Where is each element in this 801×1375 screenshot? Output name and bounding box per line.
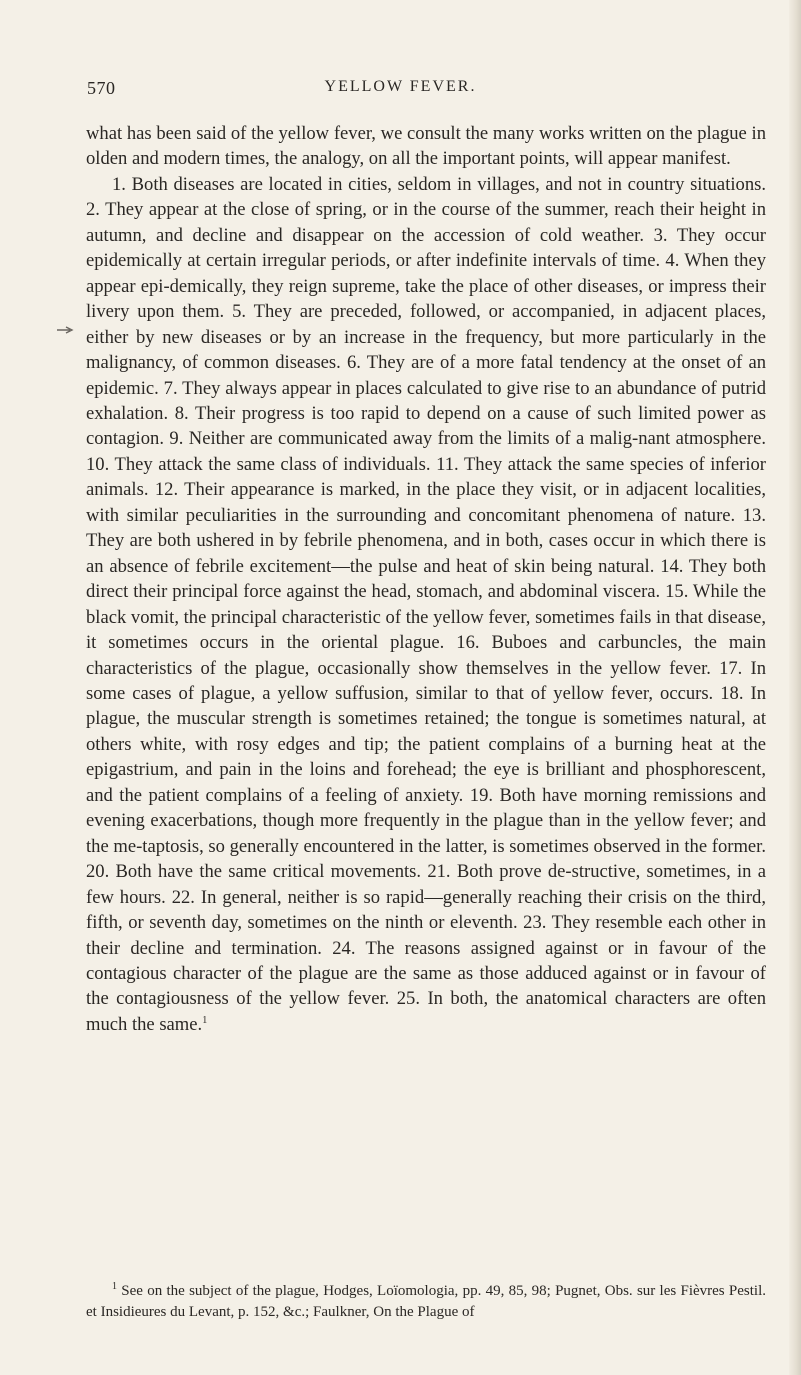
footnote-text: See on the subject of the plague, Hodges, Loïomologia, pp. 49, 85, 98; Pugnet, Obs. sur les Fièvres Pestil. et Insidieures du Levant, p. 152, &c.; Faulkner, On the Plague of: [86, 1283, 767, 1320]
points-text: 1. Both diseases are located in cities, seldom in villages, and not in country situations. 2. They appear at the close of spring, or in the course of the summer, reach their height in autumn, and decline and disappear on the accession of cold weather. 3. They occur epidemically at certain irregular periods, or after indefinite intervals of time. 4. When they appear epi-demically, they reign supreme, take the place of other diseases, or impress their livery upon them. 5. They are preceded, followed, or accompanied, in adjacent places, either by new diseases or by an increase in the frequency, but more particularly in the malignancy, of common diseases. 6. They are of a more fatal tendency at the onset of an epidemic. 7. They always appear in places calculated to give rise to an abundance of putrid exhalation. 8. Their progress is too rapid to depend on a cause of such limited power as contagion. 9. Neither are communicated away from the limits of a malig-nant atmosphere. 10. They attack the same class of individuals. 11. They attack the same species of inferior animals. 12. Their appearance is marked, in the place they visit, or in adjacent localities, with similar peculiarities in the surrounding and concomitant phenomena of nature. 13. They are both ushered in by febrile phenomena, and in both, cases occur in which there is an absence of febrile excitement—the pulse and heat of skin being natural. 14. They both direct their principal force against the head, stomach, and abdominal viscera. 15. While the black vomit, the principal characteristic of the yellow fever, sometimes fails in that disease, it sometimes occurs in the oriental plague. 16. Buboes and carbuncles, the main characteristics of the plague, occasionally show themselves in the yellow fever. 17. In some cases of plague, a yellow suffusion, similar to that of yellow fever, occurs. 18. In plague, the muscular strength is sometimes retained; the tongue is sometimes natural, at others white, with rosy edges and tip; the patient complains of a burning heat at the epigastrium, and pain in the loins and forehead; the eye is brilliant and phosphorescent, and the patient complains of a feeling of anxiety. 19. Both have morning remissions and evening exacerbations, though more frequently in the plague than in the yellow fever; and the me-taptosis, so generally encountered in the latter, is sometimes observed in the former. 20. Both have the same critical movements. 21. Both prove de-structive, sometimes, in a few hours. 22. In general, neither is so rapid—generally reaching their crisis on the third, fifth, or seventh day, sometimes on the ninth or eleventh. 23. They resemble each other in their decline and termination. 24. The reasons assigned against or in favour of the contagious character of the plague are the same as those adduced against or in favour of the contagiousness of the yellow fever. 25. In both, the anatomical characters are often much the same.: [86, 173, 766, 1035]
running-title: YELLOW FEVER.: [324, 78, 477, 95]
page-header: [0, 78, 801, 108]
footnote-marker: 1: [112, 1281, 117, 1292]
footnote: [86, 1281, 766, 1323]
stray-arrow-mark: [56, 326, 74, 334]
footnote-paragraph: [86, 1281, 766, 1323]
footnote-reference: 1: [202, 1014, 208, 1026]
page-edge-shadow: [789, 0, 801, 1375]
paragraph-intro: what has been said of the yellow fever, we consult the many works written on the plague in olden and modern times, the analogy, on all the important points, will appear manifest.: [86, 123, 766, 170]
page-number: 570: [87, 78, 116, 98]
paragraph-points: [86, 172, 766, 1037]
main-text: [86, 121, 766, 1037]
